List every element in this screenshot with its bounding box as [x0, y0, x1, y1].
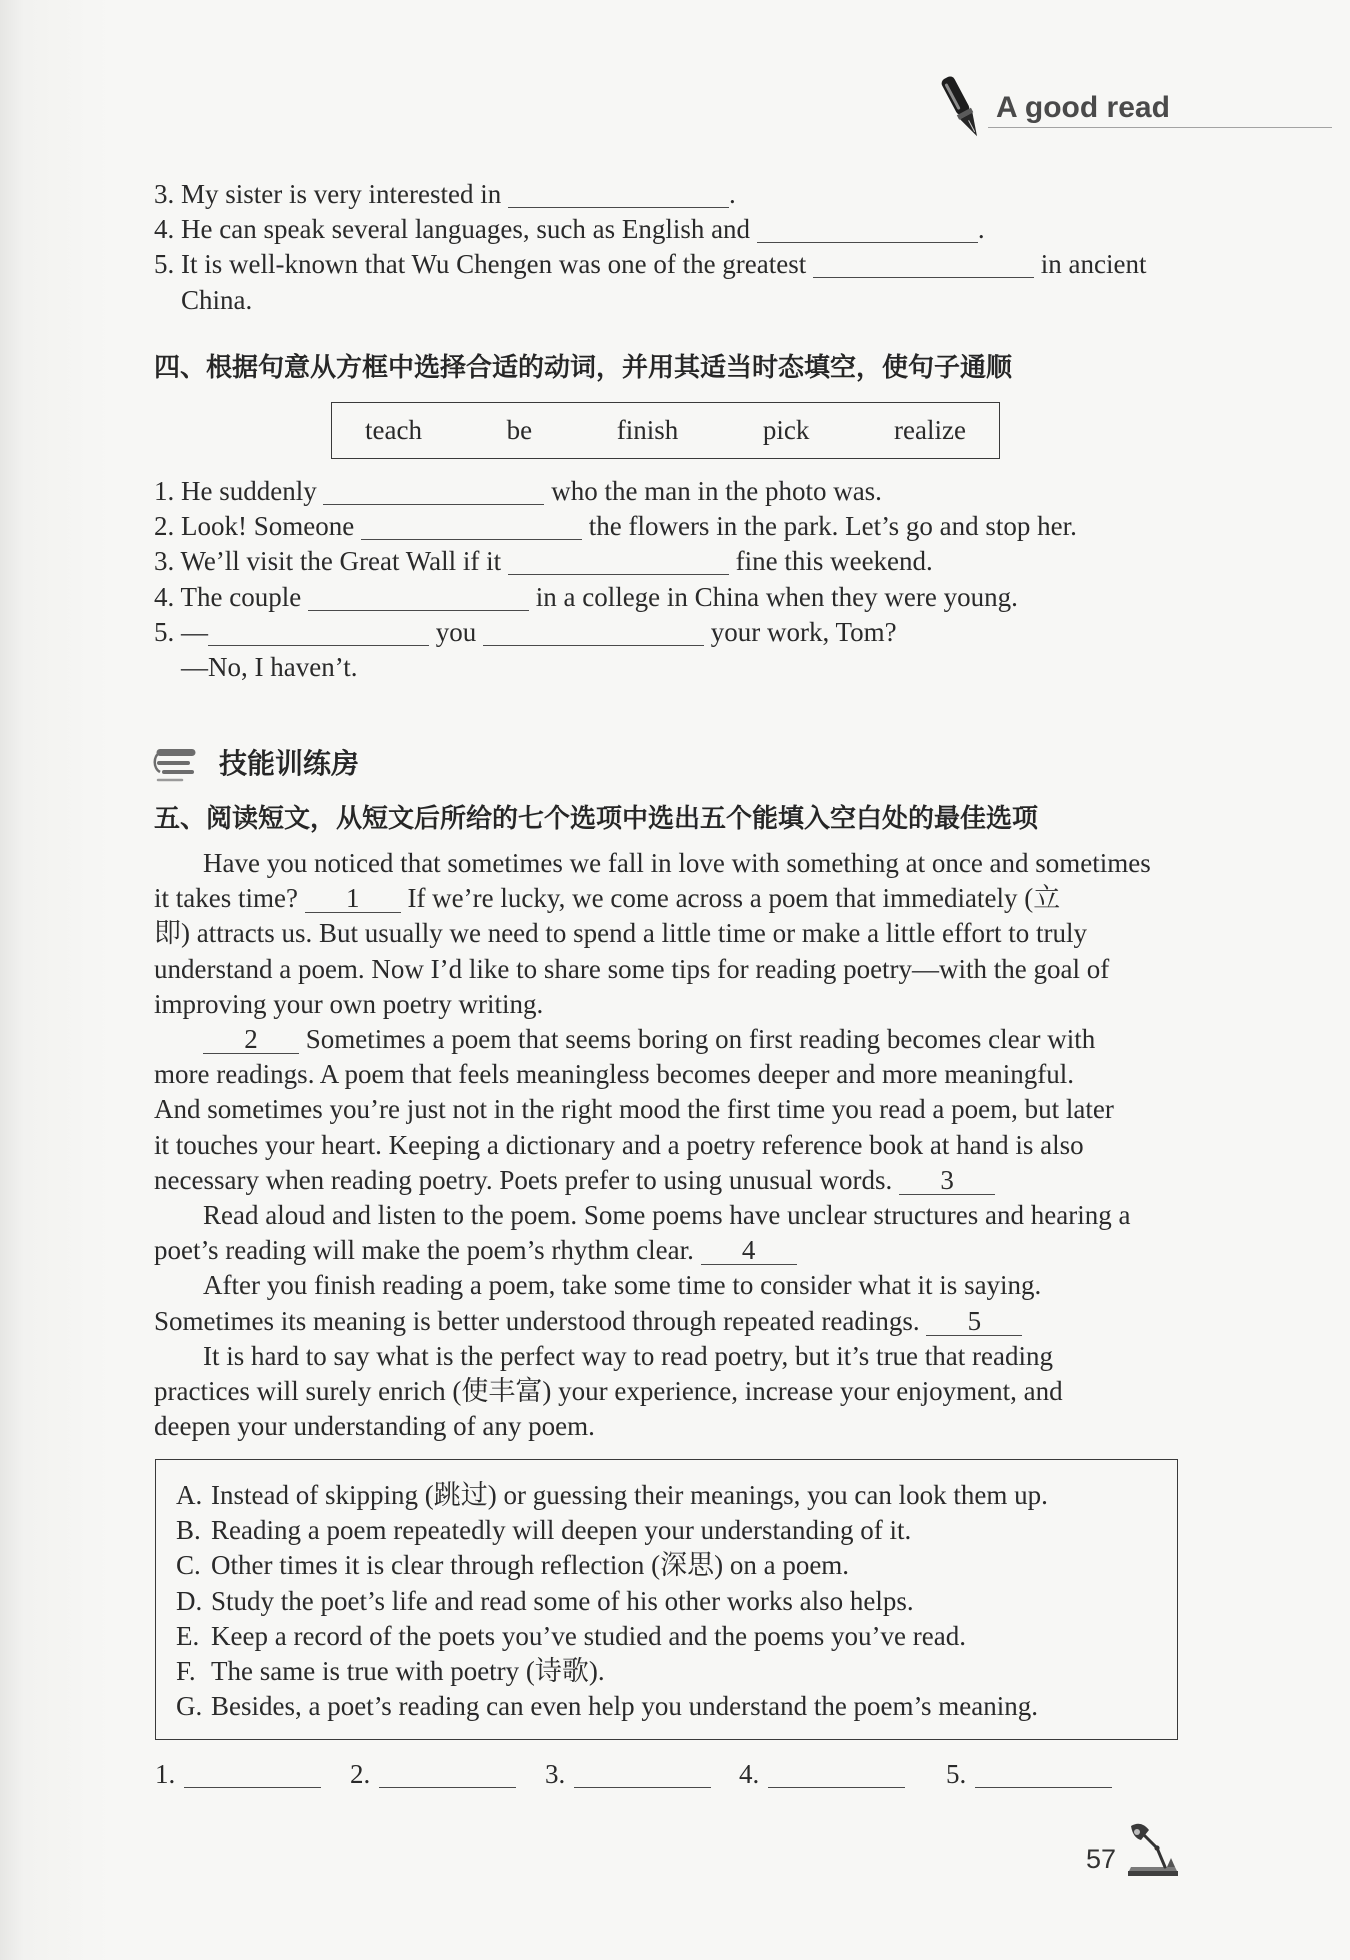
text-line	[154, 1409, 1151, 1444]
answer-label: 3.	[545, 1759, 566, 1789]
text-segment: in ancient	[1034, 249, 1147, 280]
header-title: A good read	[996, 91, 1170, 124]
word-option: finish	[616, 415, 679, 445]
option-text: Reading a poem repeatedly will deepen your understanding of it.	[211, 1515, 912, 1546]
passage-paragraph	[154, 846, 1151, 1022]
text-segment: practices will surely enrich (使丰富) your experience, increase your enjoyment, and	[154, 1376, 1063, 1407]
passage-paragraph	[154, 1022, 1151, 1198]
word-option: pick	[762, 415, 810, 445]
passage-paragraph	[154, 1198, 1151, 1268]
answer-blank	[508, 207, 729, 208]
text-line	[154, 509, 1077, 544]
option-row-f	[176, 1654, 1177, 1689]
text-segment: .	[977, 214, 985, 245]
answer-label: 1.	[155, 1759, 176, 1789]
text-segment: China.	[181, 284, 253, 315]
text-segment: 即) attracts us. But usually we need to spend a little time or make a little effort to truly	[154, 918, 1088, 949]
text-segment: improving your own poetry writing.	[154, 988, 544, 1019]
text-line	[154, 1233, 1151, 1268]
text-segment: 3. My sister is very interested in	[154, 179, 508, 209]
text-line	[154, 1198, 1151, 1233]
question-item	[154, 615, 1077, 685]
exercise-3-questions	[154, 177, 1146, 318]
answer-slot	[545, 1757, 711, 1792]
question-item	[154, 212, 1146, 247]
text-segment: necessary when reading poetry. Poets prefer to using unusual words.	[154, 1164, 900, 1195]
text-segment: It is hard to say what is the perfect way to read poetry, but it’s true that reading	[203, 1340, 1053, 1371]
word-option: teach	[365, 415, 422, 445]
text-segment: deepen your understanding of any poem.	[154, 1411, 595, 1442]
text-line	[154, 1092, 1151, 1127]
text-segment: 4. The couple	[154, 581, 308, 612]
option-label: D.	[176, 1585, 203, 1616]
lamp-icon	[1123, 1818, 1183, 1878]
text-line	[154, 846, 1151, 881]
answer-blank	[757, 242, 978, 243]
option-label: F.	[176, 1656, 196, 1687]
option-label: E.	[176, 1620, 200, 1651]
text-line	[154, 474, 1077, 509]
answer-blank: 2	[203, 1026, 299, 1054]
text-line	[154, 283, 1146, 318]
pen-icon	[934, 72, 990, 144]
answer-blank	[483, 645, 704, 646]
text-line	[154, 916, 1151, 951]
question-item	[154, 509, 1077, 544]
answer-slot	[739, 1757, 905, 1792]
option-text: Besides, a poet’s reading can even help you understand the poem’s meaning.	[211, 1691, 1039, 1722]
answer-blank	[208, 645, 429, 646]
answer-blank	[813, 277, 1034, 278]
options-box	[155, 1459, 1178, 1740]
text-line	[154, 615, 1077, 650]
text-line	[154, 987, 1151, 1022]
question-item	[154, 544, 1077, 579]
text-line	[154, 881, 1151, 916]
question-item	[154, 247, 1146, 317]
option-row-e	[176, 1619, 1177, 1654]
passage-paragraph	[154, 1268, 1151, 1338]
text-segment: 1. He suddenly	[154, 476, 324, 506]
answer-blank	[574, 1787, 711, 1788]
text-segment: 5. —	[154, 616, 208, 647]
text-segment: If we’re lucky, we come across a poem that immediately (立	[400, 883, 1061, 914]
option-text: Other times it is clear through reflection (深思) on a poem.	[211, 1550, 850, 1581]
answer-slot	[350, 1757, 516, 1792]
text-line	[154, 1128, 1151, 1163]
option-text: Instead of skipping (跳过) or guessing their meanings, you can look them up.	[211, 1480, 1048, 1510]
text-segment: And sometimes you’re just not in the right mood the first time you read a poem, but later	[154, 1094, 1114, 1125]
stacked-lines-icon	[152, 742, 198, 786]
text-line	[154, 1374, 1151, 1409]
text-segment: it takes time?	[154, 883, 305, 914]
passage-paragraph	[154, 1339, 1151, 1445]
text-line	[154, 247, 1146, 282]
answer-blank	[308, 610, 529, 611]
option-row-d	[176, 1584, 1177, 1619]
answer-blank: 4	[701, 1237, 797, 1265]
answer-blank	[323, 504, 544, 505]
text-segment: Sometimes a poem that seems boring on first reading becomes clear with	[299, 1024, 1096, 1055]
text-line	[154, 1339, 1151, 1374]
option-label: A.	[176, 1480, 203, 1510]
exercise-4-questions	[154, 474, 1077, 685]
text-line	[154, 1022, 1151, 1057]
question-item	[154, 580, 1077, 615]
word-option: realize	[894, 415, 966, 445]
text-segment: .	[728, 179, 736, 209]
text-segment: fine this weekend.	[728, 546, 933, 577]
text-line	[154, 952, 1151, 987]
text-segment: poet’s reading will make the poem’s rhythm clear.	[154, 1235, 701, 1266]
text-segment: —No, I haven’t.	[181, 652, 358, 683]
exercise-4-heading: 四、根据句意从方框中选择合适的动词，并用其适当时态填空，使句子通顺	[154, 353, 1013, 383]
text-segment: 2. Look! Someone	[154, 511, 361, 542]
answer-blank	[379, 1787, 516, 1788]
text-line	[154, 580, 1077, 615]
answer-label: 2.	[350, 1759, 371, 1789]
option-text: Study the poet’s life and read some of his other works also helps.	[211, 1585, 914, 1616]
answer-slot	[946, 1757, 1112, 1792]
option-row-b	[176, 1513, 1177, 1548]
word-option: be	[506, 415, 533, 445]
text-line	[154, 1057, 1151, 1092]
text-line	[154, 1268, 1151, 1303]
text-segment: your work, Tom?	[704, 616, 897, 647]
text-segment: Sometimes its meaning is better understood through repeated readings.	[154, 1305, 927, 1336]
option-text: The same is true with poetry (诗歌).	[211, 1656, 605, 1687]
option-row-c	[176, 1548, 1177, 1583]
text-line	[154, 650, 1077, 685]
exercise-5-heading: 五、阅读短文，从短文后所给的七个选项中选出五个能填入空白处的最佳选项	[154, 804, 1039, 834]
question-item	[154, 474, 1077, 509]
header-rule	[988, 127, 1332, 128]
option-label: C.	[176, 1550, 201, 1581]
option-text: Keep a record of the poets you’ve studied and the poems you’ve read.	[211, 1620, 966, 1651]
text-segment: 4. He can speak several languages, such as English and	[154, 214, 757, 245]
option-label: B.	[176, 1515, 201, 1546]
answer-blank	[508, 574, 729, 575]
text-segment: After you finish reading a poem, take some time to consider what it is saying.	[203, 1270, 1042, 1301]
text-line	[154, 212, 1146, 247]
answer-blank: 5	[926, 1308, 1022, 1336]
option-row-g	[176, 1689, 1177, 1724]
text-segment: 5. It is well-known that Wu Chengen was one of the greatest	[154, 249, 814, 280]
page-number: 57	[1086, 1844, 1117, 1874]
text-line	[154, 177, 1146, 212]
text-segment: the flowers in the park. Let’s go and stop her.	[581, 511, 1077, 542]
text-line	[154, 1163, 1151, 1198]
answer-label: 4.	[739, 1759, 760, 1789]
reading-passage	[154, 846, 1151, 1444]
text-line	[154, 1304, 1151, 1339]
answer-row	[0, 1757, 1350, 1793]
answer-slot	[155, 1757, 321, 1792]
option-label: G.	[176, 1691, 203, 1722]
text-segment: understand a poem. Now I’d like to share some tips for reading poetry—with the goal of	[154, 953, 1110, 984]
answer-blank: 3	[899, 1167, 995, 1195]
question-item	[154, 177, 1146, 212]
answer-blank	[361, 539, 582, 540]
text-segment: more readings. A poem that feels meaningless becomes deeper and more meaningful.	[154, 1059, 1074, 1090]
text-segment: 3. We’ll visit the Great Wall if it	[154, 546, 508, 577]
text-segment: Read aloud and listen to the poem. Some poems have unclear structures and hearing a	[203, 1200, 1131, 1231]
text-segment: who the man in the photo was.	[544, 476, 882, 506]
text-segment: you	[429, 616, 483, 647]
text-line	[154, 544, 1077, 579]
answer-blank	[184, 1787, 321, 1788]
text-segment: Have you noticed that sometimes we fall in love with something at once and sometimes	[203, 848, 1151, 878]
word-box	[331, 402, 1000, 459]
text-segment: in a college in China when they were young.	[528, 581, 1018, 612]
answer-blank: 1	[305, 885, 401, 913]
answer-blank	[975, 1787, 1112, 1788]
answer-label: 5.	[946, 1759, 967, 1789]
option-row-a	[176, 1478, 1177, 1513]
section-title: 技能训练房	[219, 747, 360, 780]
text-segment: it touches your heart. Keeping a dictionary and a poetry reference book at hand is also	[154, 1129, 1084, 1160]
answer-blank	[768, 1787, 905, 1788]
